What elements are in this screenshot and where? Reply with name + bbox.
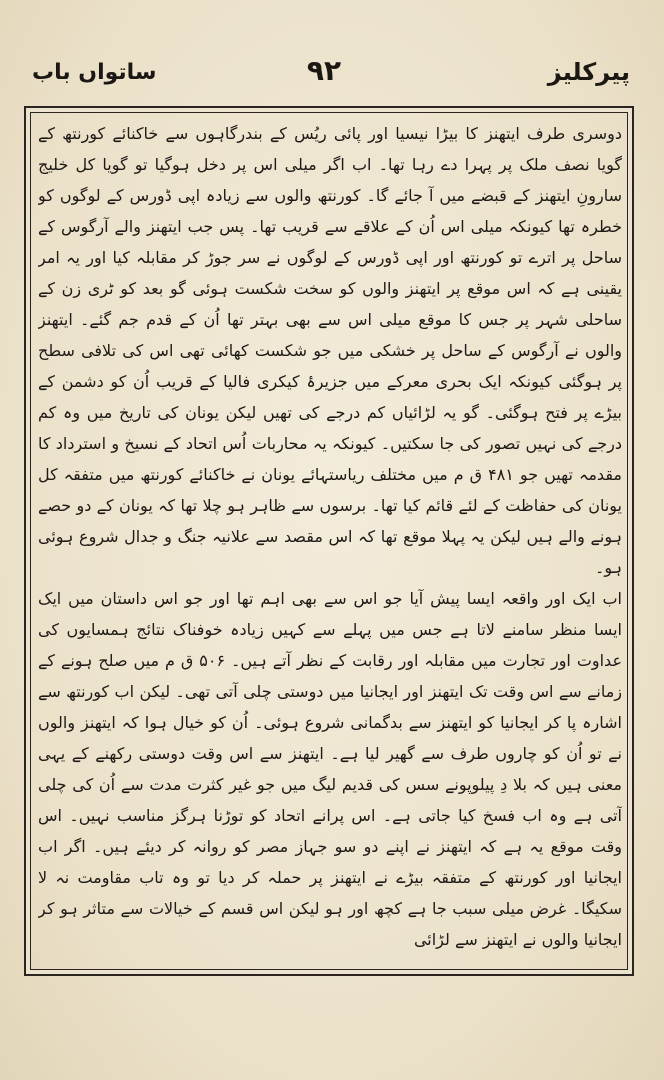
- running-title-left: ساتواں باب: [32, 60, 157, 85]
- paragraph-2: اب ایک اور واقعہ ایسا پیش آیا جو اس سے بھی اہم تھا اور جو اس داستان میں ایک ایسا منظر سامنے لاتا ہے جس میں پہلے سے کہیں زیادہ خوفناک نتائج ہمسایوں کی عداوت اور تجارت میں مقابلہ اور رقابت کے نظر آتے ہیں۔ ۵۰۶ ق م میں صلح ہونے کے زمانے سے اس وقت تک ایتھنز اور ایجانیا میں دوستی چلی آتی تھی۔ لیکن اب کورنتھ سے اشارہ پا کر ایجانیا کو ایتھنز سے بدگمانی شروع ہوئی۔ اُن کو خیال ہوا کہ ایتھنز والوں نے تو اُن کو چاروں طرف سے گھیر لیا ہے۔ ایتھنز سے اس وقت دوستی رکھنے کے یہی معنی ہیں کہ بلا دِ پیلوپونے سس کی قدیم لیگ میں جو غیر کثرت مدت سے اُن کی چلی آتی ہے وہ اب فسخ کیا جاتی ہے۔ اس پرانے اتحاد کو توڑنا ہرگز مناسب نہیں۔ اس وقت موقع یہ ہے کہ ایتھنز نے اپنے دو سو جہاز مصر کو روانہ کر دیئے ہیں۔ اگر اب ایجانیا اور کورنتھ کے متفقہ بیڑے نے ایتھنز پر حملہ کر دیا تو وہ تاب مقاومت نہ لا سکیگا۔ غرض میلی سبب جا ہے کچھ اور ہو لیکن اس قسم کے خیالات سے متاثر ہو کر ایجانیا والوں نے ایتھنز سے لڑائی: [38, 589, 622, 949]
- page-header: [24, 54, 640, 98]
- paragraph-1: دوسری طرف ایتھنز کا بیڑا نیسیا اور پائی ریُس کے بندرگاہوں سے خاکنائے کورنتھ کے گویا نصف ملک پر پہرا دے رہا تھا۔ اب اگر میلی اس پر دخل ہوگیا تو گویا کل خلیج سارونِ ایتھنز کے قبضے میں آ جائے گا۔ کورنتھ والوں سے زیادہ اپی ڈورس کے لوگوں کو خطرہ تھا کیونکہ میلی اس اُن کے علاقے سے قریب تھا۔ پس جب ایتھنز والے آرگوس کے ساحل پر اترے تو کورنتھ اور اپی ڈورس کے لوگوں نے سر جوڑ کر مقابلہ کیا اور یہ امر یقینی ہے کہ اس موقع پر ایتھنز والوں کو سخت شکست ہوئی گو بعد کو ٹری زن کے ساحلی شہر پر جس کا موقع میلی اس سے بھی بہتر تھا اُن کے قدم جم گئے۔ ایتھنز والوں نے آرگوس کے ساحل پر خشکی میں جو شکست کھائی تھی اس کی تلافی سطح پر ہوگئی کیونکہ ایک بحری معرکے میں جزیرۂ کیکری فالیا کے قریب اُن کو دشمن کے بیڑے پر فتح ہوگئی۔ گو یہ لڑائیاں کم درجے کی تھیں لیکن یونان کی تاریخ میں وہ کم درجے کی نہیں تصور کی جا سکتیں۔ کیونکہ یہ محاربات اُس اتحاد کے نسیخ و استرداد کا مقدمہ تھیں جو ۴۸۱ ق م میں مختلف ریاستہائے یونان نے خاکنائے کورنتھ میں متفقہ کل یونان کی حفاظت کے لئے قائم کیا تھا۔ برسوں سے ظاہر ہو چلا تھا کہ یونان کے دو حصے ہونے والے ہیں لیکن یہ پہلا موقع تھا کہ اس مقصد سے علانیہ جنگ و جدال شروع ہوئی ہو۔: [38, 124, 622, 577]
- running-title-right: پیرکلیز: [547, 58, 630, 86]
- page-body: [38, 118, 622, 968]
- page-number: ۹۲: [306, 54, 342, 87]
